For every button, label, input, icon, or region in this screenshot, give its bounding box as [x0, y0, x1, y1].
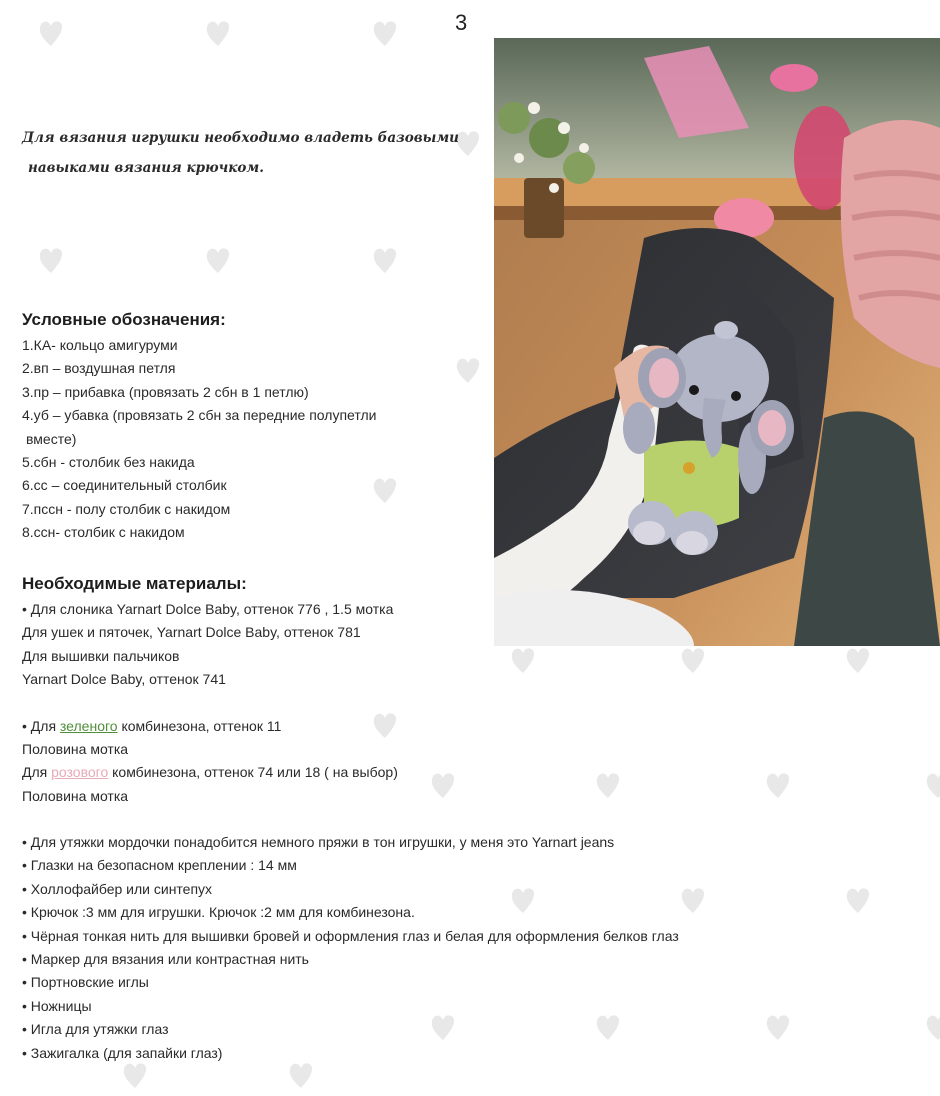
text-fragment: комбинезона, оттенок 11	[117, 717, 282, 734]
legend-list	[22, 334, 376, 545]
heart-watermark-icon	[205, 245, 231, 275]
legend-item: 3.пр – прибавка (провязать 2 сбн в 1 петлю)	[22, 383, 309, 400]
tool-item: • Ножницы	[22, 997, 92, 1014]
material-line: Половина мотка	[22, 741, 129, 758]
tool-item: • Холлофайбер или синтепух	[22, 880, 213, 897]
legend-item: 6.сс – соединительный столбик	[22, 477, 227, 494]
tool-item: • Глазки на безопасном креплении : 14 мм	[22, 857, 297, 874]
tool-item: • Чёрная тонкая нить для вышивки бровей и оформления глаз и белая для оформления белков глаз	[22, 927, 679, 944]
heart-watermark-icon	[372, 245, 398, 275]
legend-heading: Условные обозначения:	[22, 310, 226, 329]
heart-watermark-icon	[430, 770, 456, 800]
heart-watermark-icon	[510, 645, 536, 675]
pink-overalls-line	[22, 761, 398, 784]
green-link[interactable]: зеленого	[59, 717, 118, 734]
heart-watermark-icon	[925, 1012, 940, 1042]
tools-list	[22, 831, 679, 1065]
material-line: Для ушек и пяточек, Yarnart Dolce Baby, оттенок 781	[22, 624, 361, 641]
text-fragment: • Для	[22, 717, 60, 734]
tool-item: • Маркер для вязания или контрастная нить	[22, 951, 309, 968]
tool-item: • Для утяжки мордочки понадобится немного пряжи в тон игрушки, у меня это Yarnart jeans	[22, 834, 615, 850]
legend-item: 7.пссн - полу столбик с накидом	[22, 500, 231, 517]
material-line: Половина мотка	[22, 787, 129, 804]
heart-watermark-icon	[38, 18, 64, 48]
heart-watermark-icon	[595, 770, 621, 800]
legend-item: 8.ссн- столбик с накидом	[22, 524, 185, 541]
legend-item: вместе)	[26, 430, 77, 447]
tool-item: • Зажигалка (для запайки глаз)	[22, 1044, 223, 1061]
green-overalls-line	[22, 715, 398, 738]
tool-item: • Крючок :3 мм для игрушки. Крючок :2 мм для комбинезона.	[22, 904, 415, 921]
heart-watermark-icon	[38, 245, 64, 275]
heart-watermark-icon	[680, 885, 706, 915]
heart-watermark-icon	[765, 770, 791, 800]
heart-watermark-icon	[680, 645, 706, 675]
pink-link[interactable]: розового	[51, 764, 109, 781]
legend-item: 2.вп – воздушная петля	[22, 360, 176, 377]
legend-item: 1.КА- кольцо амигуруми	[22, 337, 178, 353]
heart-watermark-icon	[455, 355, 481, 385]
tool-item: • Портновские иглы	[22, 974, 149, 991]
intro-text	[22, 123, 482, 183]
legend-item: 5.сбн - столбик без накида	[22, 454, 195, 471]
page-number: 3	[455, 10, 468, 35]
intro-line-2: навыками вязания крючком.	[28, 160, 264, 176]
heart-watermark-icon	[925, 770, 940, 800]
heart-watermark-icon	[845, 885, 871, 915]
intro-line-1: Для вязания игрушки необходимо владеть базовыми	[22, 130, 459, 146]
legend-item: 4.уб – убавка (провязать 2 сбн за передние полупетли	[22, 407, 377, 424]
materials-heading: Необходимые материалы:	[22, 574, 247, 593]
text-fragment: комбинезона, оттенок 74 или 18 ( на выбор)	[108, 764, 398, 781]
tool-item: • Игла для утяжки глаз	[22, 1021, 169, 1038]
heart-watermark-icon	[765, 1012, 791, 1042]
heart-watermark-icon	[372, 18, 398, 48]
material-line: Для вышивки пальчиков	[22, 647, 180, 664]
text-fragment: Для	[22, 764, 52, 781]
heart-watermark-icon	[845, 645, 871, 675]
materials-list	[22, 598, 398, 808]
heart-watermark-icon	[205, 18, 231, 48]
material-line: Yarnart Dolce Baby, оттенок 741	[22, 671, 226, 688]
elephant-toy-photo	[494, 38, 940, 646]
material-line: • Для слоника Yarnart Dolce Baby, оттенок 776 , 1.5 мотка	[22, 601, 394, 617]
